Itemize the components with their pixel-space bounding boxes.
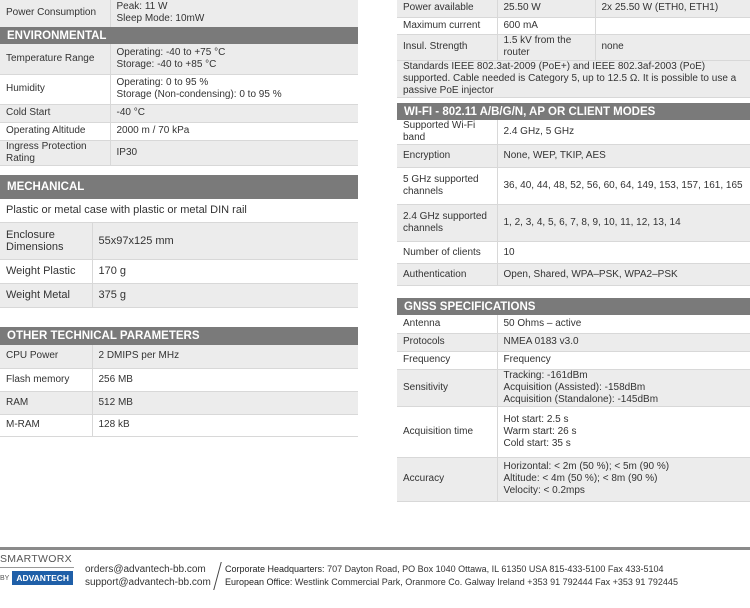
row-value [497,351,750,369]
table-row [397,406,750,457]
row-value: 375 g [92,283,358,307]
table-row [0,222,358,259]
row-label: Encryption [397,145,497,168]
table-row [397,264,750,286]
row-label: Maximum current [397,17,497,34]
gnss-table [397,315,750,502]
row-label: Acquisition time [397,406,497,457]
hq-address: 707 Dayton Road, PO Box 1040 Ottawa, IL 61350 USA 815-433-5100 Fax 433-5104 [327,564,664,574]
row-value: 170 g [92,259,358,283]
table-row [397,351,750,369]
cell-line: Cold start: 35 s [503,437,571,449]
row-value [497,457,750,501]
row-value [110,74,358,104]
table-row [397,168,750,205]
row-label: M-RAM [0,414,92,436]
cell-line: Peak: 11 W [116,1,168,13]
row-value: 128 kB [92,414,358,436]
power-consumption-table [0,0,358,28]
table-row [0,104,358,122]
row-value [497,315,750,333]
row-label: Supported Wi-Fi band [397,120,497,145]
row-value: none [595,34,750,60]
poe-note: Standards IEEE 802.3at-2009 (PoE+) and IEEE 802.3af-2003 (PoE) supported. Cable needed is Category 5, up to 12.5 Ω. It is possible to use a passive PoE injector [397,60,750,97]
gnss-header: GNSS SPECIFICATIONS [397,298,750,315]
logo-by: BY [0,574,10,582]
cell-line: Tracking: -161dBm [503,369,588,381]
other-technical-header: OTHER TECHNICAL PARAMETERS [0,327,358,345]
row-label: Power Consumption [0,0,110,27]
poe-table [397,0,750,98]
table-row [397,17,750,34]
row-label: CPU Power [0,345,92,368]
mechanical-table [0,199,358,308]
row-label: Temperature Range [0,44,110,74]
cell-line: Velocity: < 0.2mps [503,485,585,496]
row-label: 2.4 GHz supported channels [397,205,497,242]
row-label: Authentication [397,264,497,286]
row-value: 1.5 kV from the router [497,34,595,60]
environmental-header: ENVIRONMENTAL [0,27,358,44]
orders-email-link[interactable]: orders@advantech-bb.com [85,564,206,575]
row-value [110,122,358,140]
row-value: 25.50 W [497,0,595,17]
environmental-table [0,44,358,166]
row-value [595,17,750,34]
cell-line: Horizontal: < 2m (50 %); < 5m (90 %) [503,461,670,472]
table-row [0,0,358,27]
logo-text: SMARTWORX [0,553,74,568]
table-row [397,315,750,333]
row-label: Ingress Protection Rating [0,140,110,165]
hq-label: Corporate Headquarters: [225,564,325,574]
table-row [397,242,750,264]
mechanical-header: MECHANICAL [0,175,358,199]
table-row [0,414,358,436]
row-label: Antenna [397,315,497,333]
cell-line: Altitude: < 4m (50 %); < 8m (90 %) [503,473,658,484]
cell-line: Frequency [503,354,551,365]
table-row [0,140,358,165]
footer-slash [213,562,222,590]
row-value: 36, 40, 44, 48, 52, 56, 60, 64, 149, 153, 157, 161, 165 [497,168,750,205]
table-row [397,457,750,501]
wifi-table [397,120,750,286]
cell-line: 2000 m / 70 kPa [116,125,190,136]
row-value [110,0,358,27]
row-label: Operating Altitude [0,122,110,140]
row-label: Humidity [0,74,110,104]
row-label: 5 GHz supported channels [397,168,497,205]
table-row [0,391,358,414]
footer-divider [0,547,750,550]
cell-line: Storage (Non-condensing): 0 to 95 % [116,89,282,100]
row-value [497,369,750,406]
row-value: 2x 25.50 W (ETH0, ETH1) [595,0,750,17]
row-label: Frequency [397,351,497,369]
table-row [397,120,750,145]
cell-line: Operating: -40 to +75 °C [116,46,226,58]
table-row [397,34,750,60]
wifi-header: WI-FI - 802.11 A/B/G/N, AP OR CLIENT MODES [397,103,750,120]
row-label: Accuracy [397,457,497,501]
row-label: Enclosure Dimensions [0,222,92,259]
row-label: RAM [0,391,92,414]
cell-line: Operating: 0 to 95 % [116,77,209,88]
row-value: 10 [497,242,750,264]
cell-line: Warm start: 26 s [503,425,577,437]
cell-line: Acquisition (Standalone): -145dBm [503,393,659,405]
row-value: 55x97x125 mm [92,222,358,259]
table-row [397,369,750,406]
table-row [0,283,358,307]
table-row [0,199,358,222]
table-row [0,122,358,140]
table-row [0,368,358,391]
row-label: Number of clients [397,242,497,264]
eu-label: European Office: [225,577,293,587]
other-technical-table [0,345,358,437]
table-row [397,60,750,97]
cell-line: NMEA 0183 v3.0 [503,336,579,347]
row-value: 2.4 GHz, 5 GHz [497,120,750,145]
row-label: Weight Metal [0,283,92,307]
cell-line: -40 °C [116,107,145,118]
row-label: Cold Start [0,104,110,122]
row-label: Weight Plastic [0,259,92,283]
row-value [497,333,750,351]
row-value: 600 mA [497,17,595,34]
row-value [497,406,750,457]
row-label: Flash memory [0,368,92,391]
row-value: 256 MB [92,368,358,391]
support-email-link[interactable]: support@advantech-bb.com [85,577,211,588]
row-value: None, WEP, TKIP, AES [497,145,750,168]
smartworx-logo [0,553,74,585]
row-value: 512 MB [92,391,358,414]
row-label: Sensitivity [397,369,497,406]
cell-line: Storage: -40 to +85 °C [116,58,217,70]
row-value: 2 DMIPS per MHz [92,345,358,368]
row-label: Protocols [397,333,497,351]
row-label: Insul. Strength [397,34,497,60]
table-row [397,0,750,17]
cell-line: IP30 [116,146,138,158]
table-row [0,74,358,104]
table-row [397,333,750,351]
advantech-logo: ADVANTECH [12,571,73,585]
eu-address: Westlink Commercial Park, Oranmore Co. Galway Ireland +353 91 792444 Fax +353 91 792445 [294,577,678,587]
cell-line: Acquisition (Assisted): -158dBm [503,381,646,393]
cell-line: Sleep Mode: 10mW [116,13,205,25]
row-value: Open, Shared, WPA–PSK, WPA2–PSK [497,264,750,286]
cell-line: 50 Ohms – active [503,317,582,329]
table-row [397,205,750,242]
table-row [0,345,358,368]
row-value [110,140,358,165]
row-value: 1, 2, 3, 4, 5, 6, 7, 8, 9, 10, 11, 12, 13, 14 [497,205,750,242]
mechanical-note: Plastic or metal case with plastic or metal DIN rail [0,199,358,222]
cell-line: Hot start: 2.5 s [503,413,569,425]
row-value [110,104,358,122]
row-value [110,44,358,74]
table-row [0,44,358,74]
table-row [0,259,358,283]
row-label: Power available [397,0,497,17]
table-row [397,145,750,168]
